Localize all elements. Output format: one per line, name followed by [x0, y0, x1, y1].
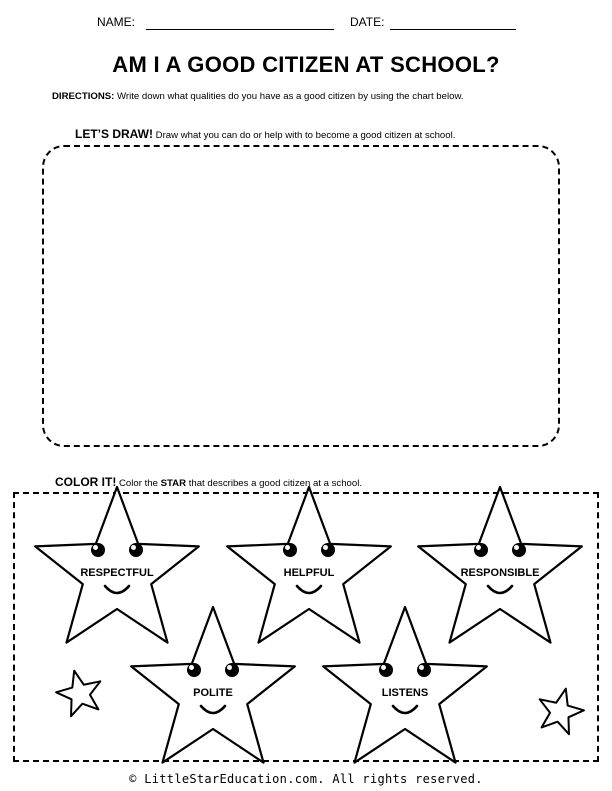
draw-text: Draw what you can do or help with to become a good citizen at school. [155, 130, 456, 141]
star-eye-glint [381, 665, 386, 670]
color-heading: COLOR IT! [55, 475, 117, 489]
star-eye-glint [323, 545, 328, 550]
star-eye-glint [189, 665, 194, 670]
star-eye [91, 543, 105, 557]
star-eye [321, 543, 335, 557]
star-label: POLITE [193, 687, 233, 699]
directions-text: Write down what qualities do you have as a good citizen by using the chart below. [117, 91, 464, 102]
star-eye-glint [514, 545, 519, 550]
decorative-star-icon [52, 665, 107, 718]
star-shape[interactable] [35, 487, 199, 643]
star-eye-glint [419, 665, 424, 670]
star-helpful[interactable] [227, 487, 391, 643]
star-label: HELPFUL [283, 567, 335, 579]
star-eye [474, 543, 488, 557]
draw-heading: LET’S DRAW! [75, 127, 153, 141]
star-eye-glint [227, 665, 232, 670]
star-eye-glint [93, 545, 98, 550]
star-eye [512, 543, 526, 557]
star-eye-glint [476, 545, 481, 550]
star-eye [129, 543, 143, 557]
star-shape[interactable] [227, 487, 391, 643]
color-text-after: that describes a good citizen at a school. [188, 478, 363, 489]
star-responsible[interactable] [418, 487, 582, 643]
color-text-bold: STAR [160, 478, 187, 489]
star-eye [417, 663, 431, 677]
date-label: DATE: [350, 15, 385, 29]
star-eye [225, 663, 239, 677]
directions-label: DIRECTIONS: [52, 91, 115, 102]
decorative-star-icon [533, 683, 588, 736]
name-label: NAME: [97, 15, 136, 29]
star-eye [283, 543, 297, 557]
star-respectful[interactable] [35, 487, 199, 643]
star-label: RESPONSIBLE [460, 567, 540, 579]
star-label: RESPECTFUL [80, 567, 154, 579]
star-shape[interactable] [418, 487, 582, 643]
star-label: LISTENS [381, 687, 429, 699]
copyright-footer: © LittleStarEducation.com. All rights reserved. [129, 772, 483, 786]
star-eye-glint [131, 545, 136, 550]
page-title: AM I A GOOD CITIZEN AT SCHOOL? [112, 52, 500, 77]
star-eye [379, 663, 393, 677]
color-text-before: Color the [119, 478, 158, 489]
star-eye [187, 663, 201, 677]
star-eye-glint [285, 545, 290, 550]
